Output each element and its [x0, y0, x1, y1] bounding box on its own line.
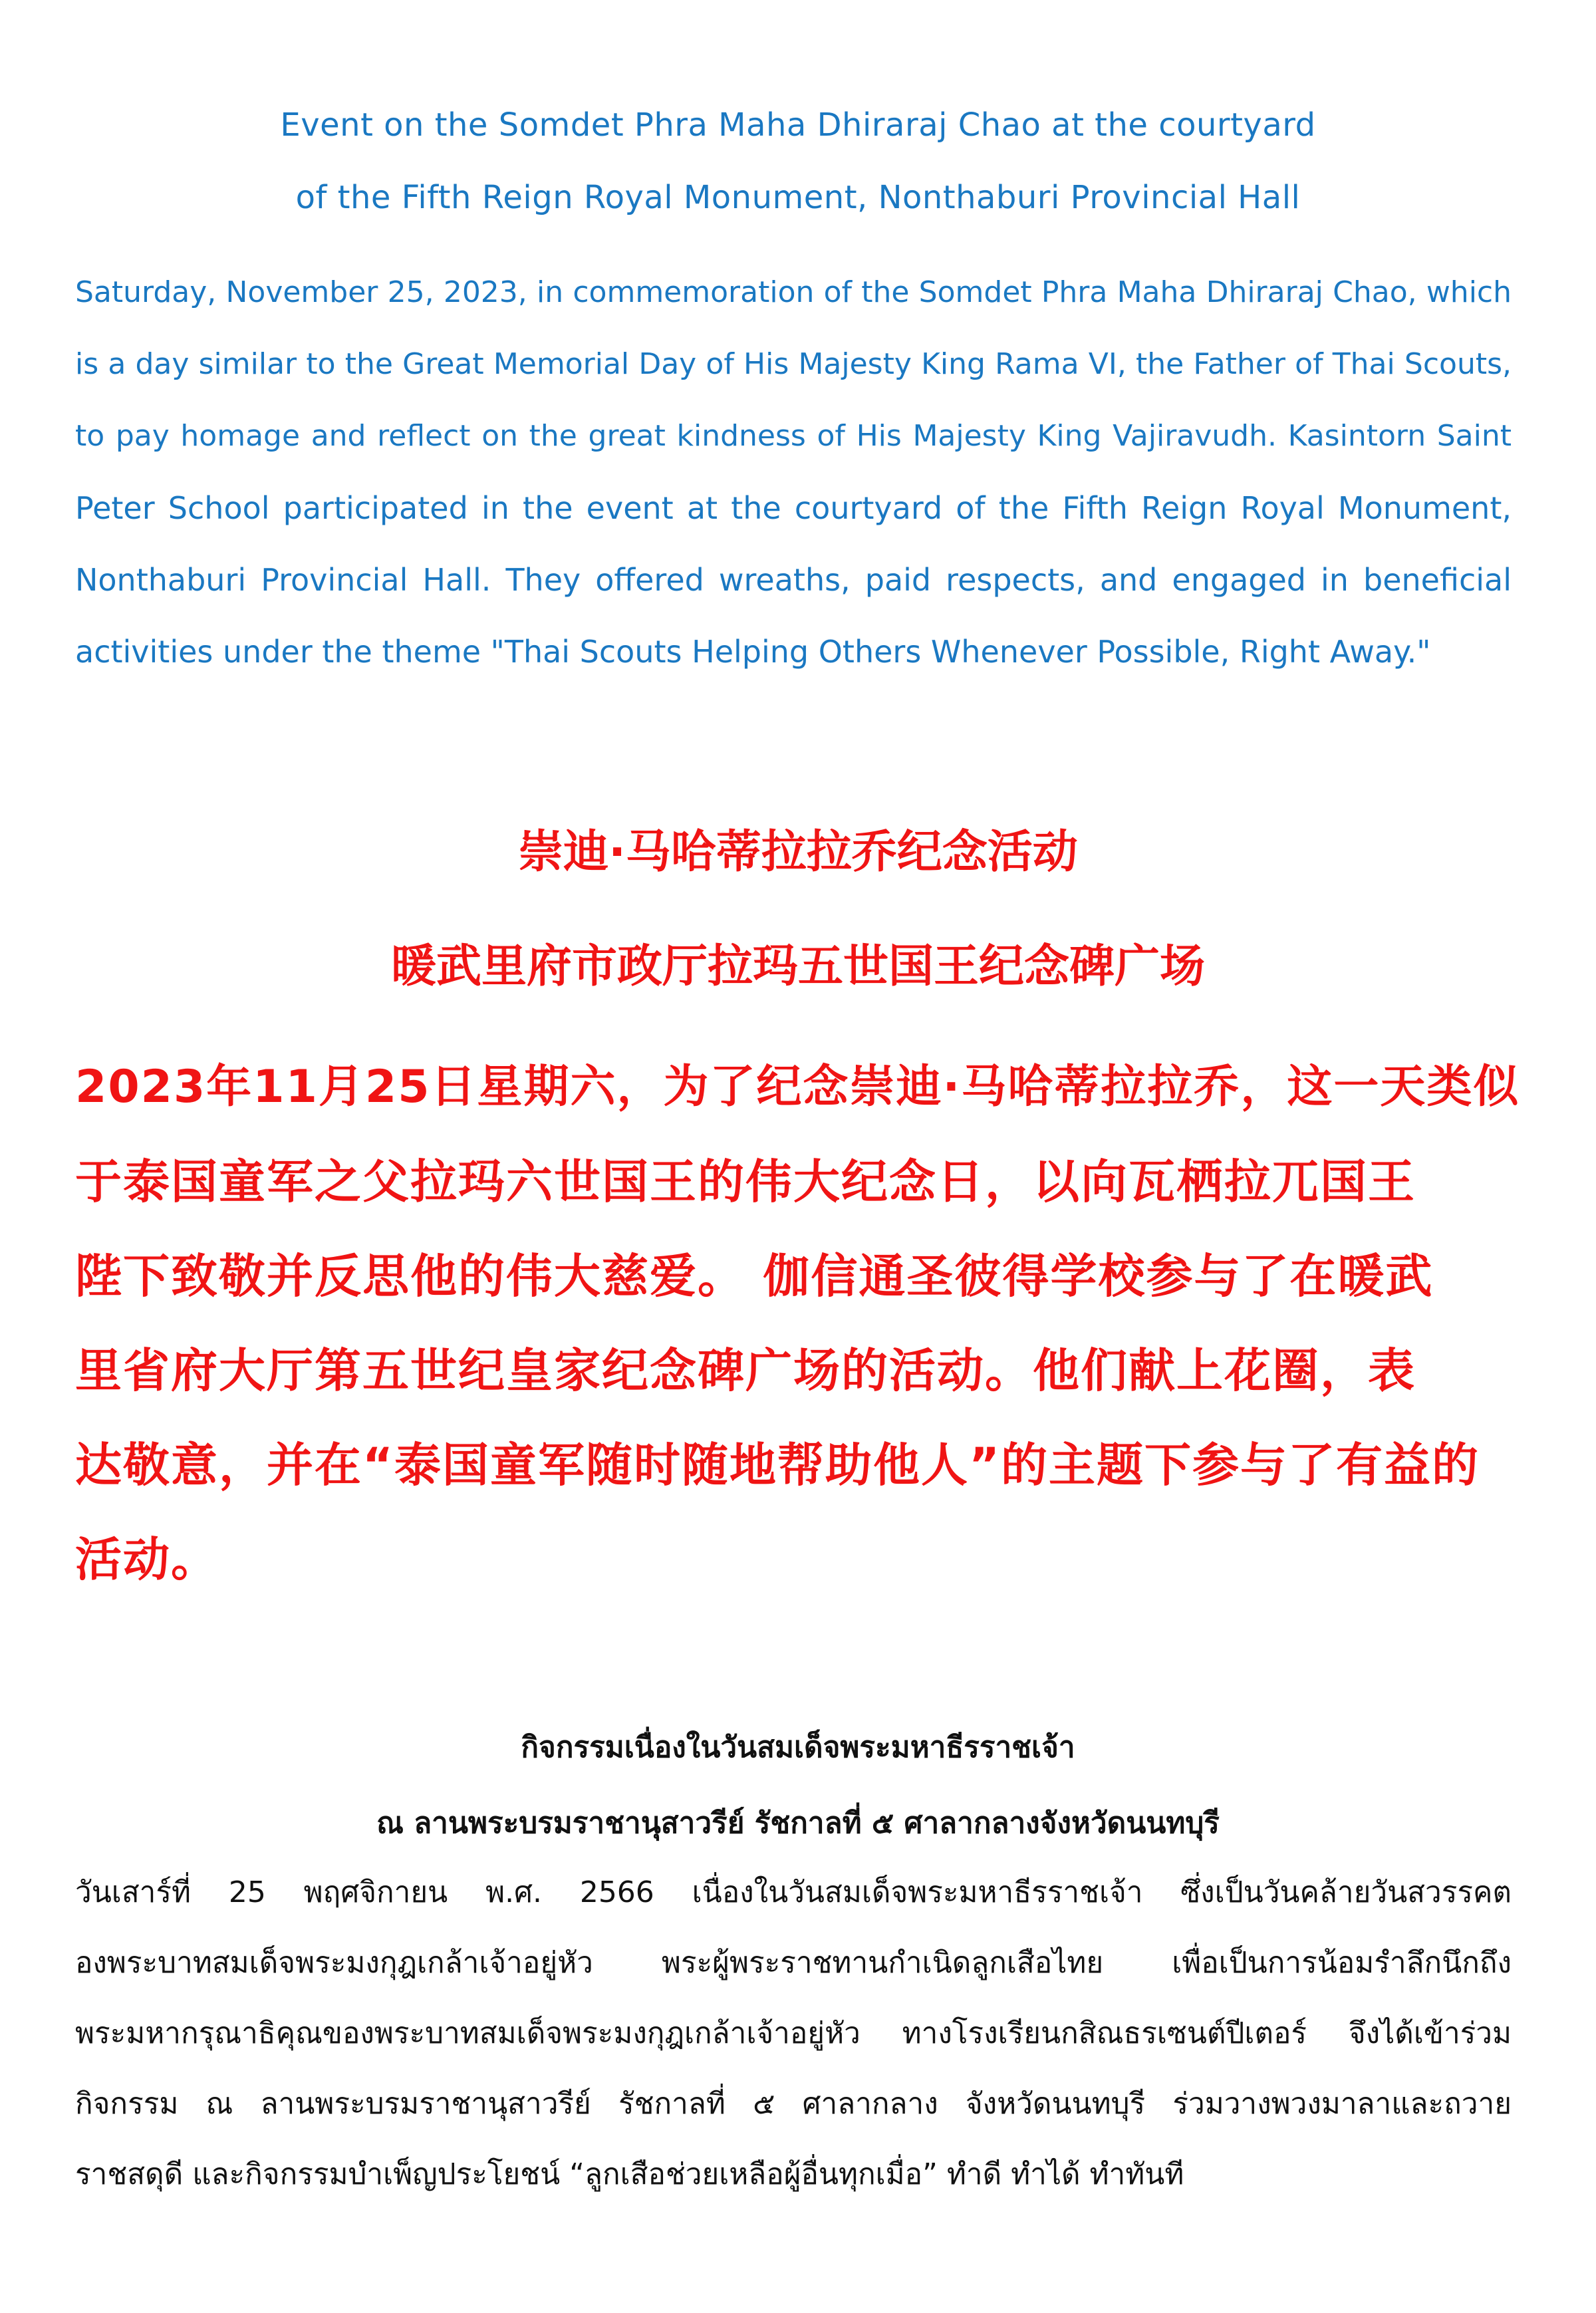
english-body-line: Saturday, November 25, 2023, in commemoration of the Somdet Phra Maha Dhiraraj Chao, which — [75, 275, 1512, 309]
chinese-body-line: 2023年11月25日星期六，为了纪念崇迪·马哈蒂拉拉乔，这一天类似 — [75, 1061, 1520, 1113]
thai-body-line: ราชสดุดี และกิจกรรมบำเพ็ญประโยชน์ “ลูกเสือช่วยเหลือผู้อื่นทุกเมื่อ” ทำดี ทำได้ ทำทันที — [75, 2157, 1184, 2191]
thai-title-line-1: กิจกรรมเนื่องในวันสมเด็จพระมหาธีรราชเจ้า — [521, 1730, 1075, 1764]
chinese-body-line: 陛下致敬并反思他的伟大慈爱。 伽信通圣彼得学校参与了在暖武 — [75, 1249, 1434, 1303]
english-title-line-2: of the Fifth Reign Royal Monument, Nonthaburi Provincial Hall — [295, 179, 1301, 216]
thai-title-line-2: ณ ลานพระบรมราชานุสาวรีย์ รัชกาลที่ ๕ ศาลากลางจังหวัดนนทบุรี — [376, 1806, 1220, 1840]
thai-body-line: วันเสาร์ที่ 25 พฤศจิกายน พ.ศ. 2566 เนื่องในวันสมเด็จพระมหาธีรราชเจ้า ซึ่งเป็นวันคล้ายวันสวรรคต — [75, 1875, 1512, 1909]
chinese-title-line-2: 暖武里府市政厅拉玛五世国王纪念碑广场 — [390, 940, 1205, 993]
english-body-line: Peter School participated in the event at the courtyard of the Fifth Reign Royal Monument, — [75, 490, 1512, 526]
thai-body-line: กิจกรรม ณ ลานพระบรมราชานุสาวรีย์ รัชกาลที่ ๕ ศาลากลาง จังหวัดนนทบุรี ร่วมวางพวงมาลาและถวาย — [75, 2087, 1512, 2121]
english-body-line: activities under the theme "Thai Scouts Helping Others Whenever Possible, Right Away." — [75, 634, 1431, 670]
chinese-body-line: 活动。 — [75, 1532, 219, 1587]
english-body-line: is a day similar to the Great Memorial Day of His Majesty King Rama VI, the Father of Thai Scouts, — [75, 347, 1512, 381]
chinese-body-line: 于泰国童军之父拉玛六世国王的伟大纪念日，以向瓦栖拉兀国王 — [75, 1155, 1416, 1209]
english-body-line: Nonthaburi Provincial Hall. They offered wreaths, paid respects, and engaged in beneficial — [75, 562, 1512, 598]
thai-body-line: พระมหากรุณาธิคุณของพระบาทสมเด็จพระมงกุฎเกล้าเจ้าอยู่หัว ทางโรงเรียนกสิณธรเซนต์ปีเตอร์ จึงได้เข้าร่วม — [75, 2016, 1512, 2050]
english-body-line: to pay homage and reflect on the great kindness of His Majesty King Vajiravudh. Kasintorn Saint — [75, 419, 1512, 453]
english-title-line-1: Event on the Somdet Phra Maha Dhiraraj Chao at the courtyard — [280, 106, 1316, 144]
chinese-body-line: 里省府大厅第五世纪皇家纪念碑广场的活动。他们献上花圈，表 — [75, 1343, 1416, 1398]
thai-body-line: องพระบาทสมเด็จพระมงกุฎเกล้าเจ้าอยู่หัว พระผู้พระราชทานกำเนิดลูกเสือไทย เพื่อเป็นการน้อมรำลึกนึกถึง — [75, 1946, 1512, 1980]
chinese-body-line: 达敬意，并在“泰国童军随时随地帮助他人”的主题下参与了有益的 — [75, 1438, 1480, 1492]
chinese-title-line-1: 崇迪·马哈蒂拉拉乔纪念活动 — [518, 826, 1078, 879]
